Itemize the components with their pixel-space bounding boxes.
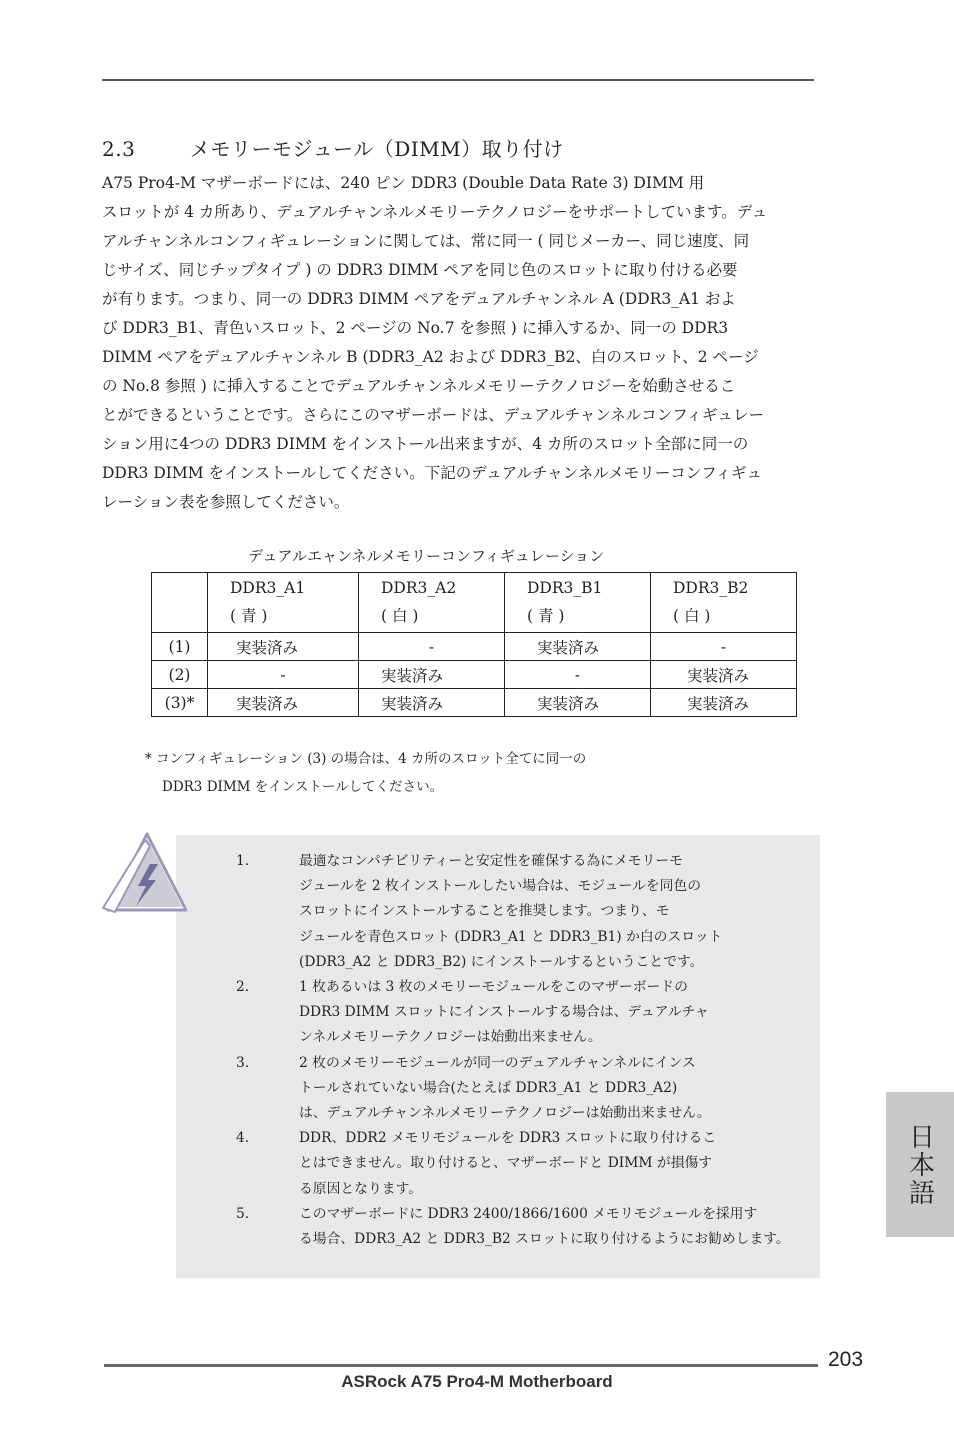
warning-list — [236, 849, 790, 1252]
body-paragraph — [102, 169, 818, 517]
table-cell: 実装済み — [359, 689, 505, 717]
warning-line: とはできません。取り付けると、マザーボードと DIMM が損傷す — [299, 1155, 713, 1172]
warning-line: 2 枚のメモリーモジュールが同一のデュアルチャンネルにインス — [299, 1054, 696, 1071]
footer-title: ASRock A75 Pro4-M Motherboard — [341, 1372, 613, 1391]
warning-number: 2. — [236, 979, 250, 996]
warning-line: は、デュアルチャンネルメモリーテクノロジーは始動出来ません。 — [299, 1105, 711, 1122]
body-line: A75 Pro4-M マザーボードには、240 ピン DDR3 (Double Data Rate 3) DIMM 用 — [102, 174, 705, 192]
footnote — [145, 745, 586, 801]
warning-line: 最適なコンパチビリティーと安定性を確保する為にメモリーモ — [299, 853, 683, 869]
body-line: レーション表を参照してください。 — [102, 493, 350, 511]
table-row — [152, 661, 797, 689]
language-tab-label: 日本語 — [904, 1122, 935, 1207]
warning-icon — [100, 830, 188, 914]
body-line: び DDR3_B1、青色いスロット、2 ページの No.7 を参照 ) に挿入するか、同一の DDR3 — [102, 319, 729, 337]
warning-item — [236, 849, 790, 975]
table-row — [152, 689, 797, 717]
warning-line: る場合、DDR3_A2 と DDR3_B2 スロットに取り付けるようにお勧めします。 — [299, 1231, 790, 1248]
section-heading — [102, 133, 564, 162]
table-header-cell: DDR3_A1 ( 青 ) — [208, 573, 359, 633]
warning-number: 1. — [236, 853, 250, 869]
footnote-line: コンフィギュレーション (3) の場合は、4 カ所のスロット全てに同一の — [156, 751, 587, 767]
warning-line: トールされていない場合(たとえば DDR3_A1 と DDR3_A2) — [299, 1079, 678, 1096]
warning-line: このマザーボードに DDR3 2400/1866/1600 メモリモジュールを採用す — [299, 1205, 758, 1222]
warning-item — [236, 975, 790, 1051]
language-tab — [886, 1092, 954, 1237]
table-header-row — [152, 573, 797, 633]
section-number: 2.3 — [102, 137, 136, 161]
table-cell: 実装済み — [505, 689, 651, 717]
warning-item — [236, 1051, 790, 1127]
body-line: が有ります。つまり、同一の DDR3 DIMM ペアをデュアルチャンネル A (DDR3_A1 およ — [102, 290, 736, 308]
table-title: デュアルエャンネルメモリーコンフィギュレーション — [248, 547, 605, 565]
body-line: DIMM ペアをデュアルチャンネル B (DDR3_A2 および DDR3_B2、白のスロット、2 ページ — [102, 348, 759, 366]
body-line: とができるということです。さらにこのマザーボードは、デュアルチャンネルコンフィギュレー — [102, 406, 765, 424]
body-line: じサイズ、同じチップタイプ ) の DDR3 DIMM ペアを同じ色のスロットに取り付ける必要 — [102, 261, 738, 279]
warning-line: ンネルメモリーテクノロジーは始動出来ません。 — [299, 1029, 602, 1046]
warning-line: (DDR3_A2 と DDR3_B2) にインストールするということです。 — [299, 953, 704, 970]
table-cell: - — [505, 661, 651, 689]
body-line: DDR3 DIMM をインストールしてください。下記のデュアルチャンネルメモリーコンフィギュ — [102, 464, 763, 482]
body-line: アルチャンネルコンフィギュレーションに関しては、常に同一 ( 同じメーカー、同じ速度、同 — [102, 232, 750, 250]
table-cell: 実装済み — [505, 633, 651, 661]
table-row — [152, 633, 797, 661]
top-rule — [102, 79, 814, 81]
bottom-rule — [104, 1364, 818, 1367]
warning-line: DDR3 DIMM スロットにインストールする場合は、デュアルチャ — [299, 1004, 709, 1021]
warning-number: 4. — [236, 1130, 250, 1147]
row-label: (1) — [152, 633, 208, 661]
warning-line: ジュールを青色スロット (DDR3_A1 と DDR3_B1) か白のスロット — [299, 928, 723, 945]
warning-item — [236, 1202, 790, 1252]
page-number: 203 — [828, 1348, 864, 1371]
warning-line: スロットにインストールすることを推奨します。つまり、モ — [299, 903, 670, 920]
warning-line: ジュールを 2 枚インストールしたい場合は、モジュールを同色の — [299, 878, 702, 895]
footnote-line: DDR3 DIMM をインストールしてください。 — [162, 779, 444, 795]
table-cell: 実装済み — [208, 689, 359, 717]
row-label: (2) — [152, 661, 208, 689]
table-cell: 実装済み — [651, 689, 797, 717]
table-cell: 実装済み — [651, 661, 797, 689]
table-header-cell: DDR3_A2 ( 白 ) — [359, 573, 505, 633]
dimm-config-table — [151, 572, 797, 717]
row-label: (3)* — [152, 689, 208, 717]
warning-number: 3. — [236, 1054, 250, 1071]
body-line: ション用に4つの DDR3 DIMM をインストール出来ますが、4 カ所のスロット全部に同一の — [102, 435, 749, 453]
warning-line: る原因となります。 — [299, 1180, 423, 1197]
table-cell: - — [359, 633, 505, 661]
table-corner-cell — [152, 573, 208, 633]
body-line: の No.8 参照 ) に挿入することでデュアルチャンネルメモリーテクノロジーを始動させるこ — [102, 377, 736, 395]
warning-line: 1 枚あるいは 3 枚のメモリーモジュールをこのマザーボードの — [299, 979, 688, 996]
section-title: メモリーモジュール（DIMM）取り付け — [190, 137, 564, 161]
footnote-mark: * — [145, 751, 152, 767]
table-cell: 実装済み — [208, 633, 359, 661]
table-cell: - — [208, 661, 359, 689]
table-cell: - — [651, 633, 797, 661]
body-line: スロットが 4 カ所あり、デュアルチャンネルメモリーテクノロジーをサポートしています。デュ — [102, 203, 768, 221]
warning-line: DDR、DDR2 メモリモジュールを DDR3 スロットに取り付けるこ — [299, 1130, 717, 1147]
warning-number: 5. — [236, 1205, 250, 1222]
warning-item — [236, 1126, 790, 1202]
table-cell: 実装済み — [359, 661, 505, 689]
table-header-cell: DDR3_B1 ( 青 ) — [505, 573, 651, 633]
table-header-cell: DDR3_B2 ( 白 ) — [651, 573, 797, 633]
